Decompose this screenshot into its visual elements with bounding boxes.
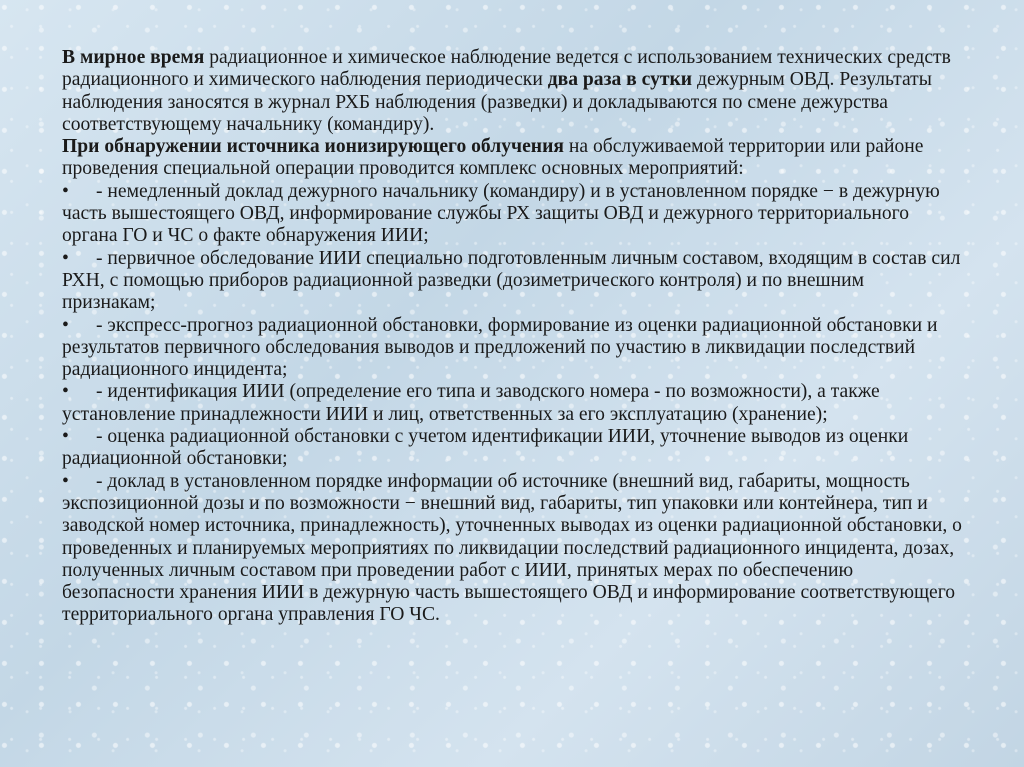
list-item xyxy=(62,426,962,471)
bullet-icon: • xyxy=(62,314,69,336)
bullet-icon: • xyxy=(62,381,69,403)
detection-lead: При обнаружении источника ионизирующего облучения xyxy=(62,136,564,158)
peacetime-emphasis: два раза в сутки xyxy=(547,69,693,91)
bullet-icon: • xyxy=(62,470,69,492)
list-item xyxy=(62,381,962,426)
list-item-text: - экспресс-прогноз радиационной обстановки, формирование из оценки радиационной обстановки и результатов первичного обследования выводов и предложений по участию в ликвидации последствий радиационного инцидента; xyxy=(62,314,938,381)
list-item xyxy=(62,248,962,315)
detection-text: на обслуживаемой территории или районе проведения специальной операции проводится комплекс основных мероприятий: xyxy=(62,136,924,180)
text-block xyxy=(62,47,962,627)
list-item-text: - идентификация ИИИ (определение его типа и заводского номера - по возможности), а также установление принадлежности ИИИ и лиц, ответственных за его эксплуатацию (хранение); xyxy=(62,381,880,425)
list-item-text: - оценка радиационной обстановки с учетом идентификации ИИИ, уточнение выводов из оценки радиационной обстановки; xyxy=(62,426,909,470)
list-item xyxy=(62,315,962,382)
bullet-icon: • xyxy=(62,247,69,269)
paragraph-peacetime xyxy=(62,47,962,136)
paragraph-detection xyxy=(62,136,962,181)
peacetime-lead: В мирное время xyxy=(62,47,205,68)
list-item-text: - немедленный доклад дежурного начальнику (командиру) и в установленном порядке − в дежурную часть вышестоящего ОВД, информирование службы РХ защиты ОВД и дежурного территориального органа ГО и ЧС о факте обнаружения ИИИ; xyxy=(62,180,940,247)
bullet-icon: • xyxy=(62,180,69,202)
list-item-text: - первичное обследование ИИИ специально подготовленным личным составом, входящим в состав сил РХН, с помощью приборов радиационной разведки (дозиметрического контроля) и по внешним признакам; xyxy=(62,247,961,314)
list-item-text: - доклад в установленном порядке информации об источнике (внешний вид, габариты, мощность экспозиционной дозы и по возможности − внешний вид, габариты, тип упаковки или контейнера, тип и заводской номер источника, принадлежность), уточненных выводах из оценки радиационной обстановки, о проведенных и планируемых мероприятиях по ликвидации последствий радиационного инцидента, дозах, полученных личным составом при проведении работ с ИИИ, принятых мерах по обеспечению безопасности хранения ИИИ в дежурную часть вышестоящего ОВД и информирование соответствующего территориального органа управления ГО ЧС. xyxy=(62,470,962,626)
bullet-icon: • xyxy=(62,426,69,448)
list-item xyxy=(62,181,962,248)
list-item xyxy=(62,471,962,627)
peacetime-text-a: радиационное и химическое наблюдение ведется с использованием технических средств радиационного и химического наблюдения периодически xyxy=(62,47,951,91)
peacetime-text-b: дежурным ОВД. Результаты наблюдения заносятся в журнал РХБ наблюдения (разведки) и докладываются по смене дежурства соответствующему начальнику (командиру). xyxy=(62,69,932,135)
